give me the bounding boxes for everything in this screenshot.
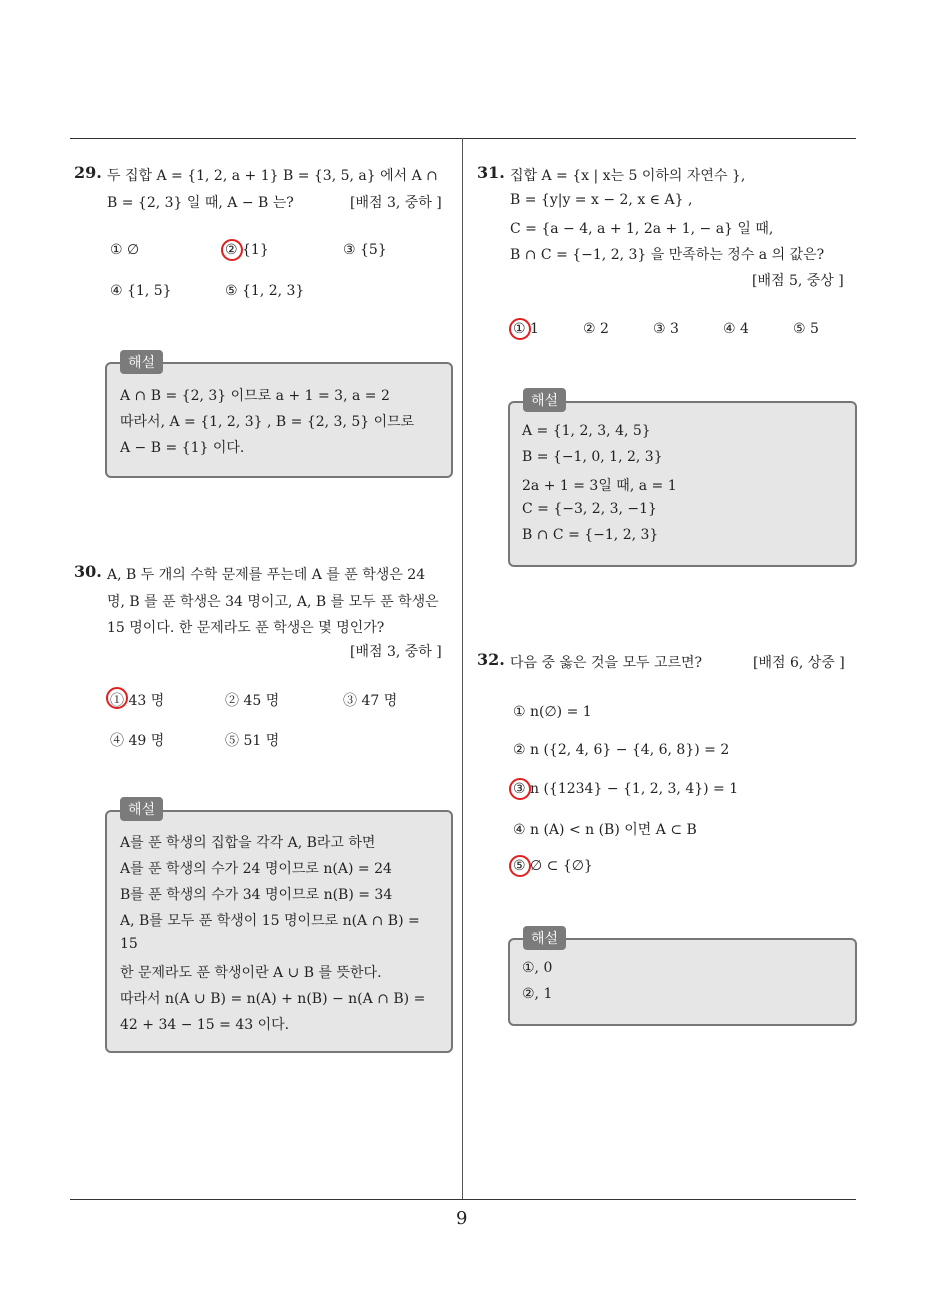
solution-tag: 해설 xyxy=(523,388,566,412)
choice-3[interactable]: ③ 47 명 xyxy=(343,693,398,709)
solution-tag: 해설 xyxy=(120,350,163,374)
question-text: B ∩ C = {−1, 2, 3} 을 만족하는 정수 a 의 값은? xyxy=(510,247,825,263)
solution-line: A ∩ B = {2, 3} 이므로 a + 1 = 3, a = 2 xyxy=(120,388,390,404)
choice-2[interactable]: ② 45 명 xyxy=(225,693,280,709)
solution-box xyxy=(508,938,857,1026)
question-number: 31. xyxy=(477,163,505,182)
solution-tag: 해설 xyxy=(523,926,566,950)
answer-mark-circle xyxy=(509,855,531,877)
choice-2[interactable]: ② 2 xyxy=(583,321,609,337)
solution-line: ①, 0 xyxy=(522,960,553,976)
solution-line: A = {1, 2, 3, 4, 5} xyxy=(522,423,651,439)
question-text: 15 명이다. 한 문제라도 푼 학생은 몇 명인가? xyxy=(107,620,385,636)
question-number: 30. xyxy=(74,562,102,581)
top-rule xyxy=(70,138,856,139)
choice-3[interactable]: ③ {5} xyxy=(343,242,387,258)
choice-1[interactable]: ① ∅ xyxy=(110,242,140,258)
score-label: [배점 5, 중상 ] xyxy=(752,273,844,289)
solution-line: A를 푼 학생의 집합을 각각 A, B라고 하면 xyxy=(120,835,376,851)
solution-line: 15 xyxy=(120,936,138,952)
solution-line: 따라서 n(A ∪ B) = n(A) + n(B) − n(A ∩ B) = xyxy=(120,991,426,1007)
solution-line: B를 푼 학생의 수가 34 명이므로 n(B) = 34 xyxy=(120,887,393,903)
question-text: B = {y|y = x − 2, x ∈ A} , xyxy=(510,192,693,208)
solution-line: C = {−3, 2, 3, −1} xyxy=(522,501,657,517)
solution-line: ②, 1 xyxy=(522,986,553,1002)
question-text: 명, B 를 푼 학생은 34 명이고, A, B 를 모두 푼 학생은 xyxy=(107,594,439,610)
score-label: [배점 3, 중하 ] xyxy=(350,195,442,211)
solution-line: A − B = {1} 이다. xyxy=(120,440,245,456)
choice-5[interactable]: ⑤ 5 xyxy=(793,321,819,337)
question-text: 두 집합 A = {1, 2, a + 1} B = {3, 5, a} 에서 A ∩ xyxy=(107,168,438,184)
choice-1[interactable]: ① 1 xyxy=(513,321,539,337)
choice-1[interactable]: ① 43 명 xyxy=(110,693,165,709)
question-text: 집합 A = {x | x는 5 이하의 자연수 }, xyxy=(510,168,746,184)
answer-mark-circle xyxy=(509,778,531,800)
column-divider xyxy=(462,138,463,1200)
solution-line: A, B를 모두 푼 학생이 15 명이므로 n(A ∩ B) = xyxy=(120,913,420,929)
answer-mark-circle xyxy=(106,687,128,709)
choice-4[interactable]: ④ {1, 5} xyxy=(110,283,172,299)
answer-mark-circle xyxy=(509,318,531,340)
score-label: [배점 3, 중하 ] xyxy=(350,644,442,660)
solution-line: 2a + 1 = 3일 때, a = 1 xyxy=(522,478,677,494)
choice-4[interactable]: ④ 49 명 xyxy=(110,733,165,749)
choice-1[interactable]: ① n(∅) = 1 xyxy=(513,704,592,720)
solution-line: 따라서, A = {1, 2, 3} , B = {2, 3, 5} 이므로 xyxy=(120,414,415,430)
choice-2[interactable]: ② {1} xyxy=(225,242,269,258)
score-label: [배점 6, 상중 ] xyxy=(753,655,845,671)
question-text: C = {a − 4, a + 1, 2a + 1, − a} 일 때, xyxy=(510,221,774,237)
question-text: A, B 두 개의 수학 문제를 푸는데 A 를 푼 학생은 24 xyxy=(107,567,426,583)
choice-4[interactable]: ④ 4 xyxy=(723,321,749,337)
choice-5[interactable]: ⑤ ∅ ⊂ {∅} xyxy=(513,858,593,874)
choice-3[interactable]: ③ 3 xyxy=(653,321,679,337)
question-number: 29. xyxy=(74,163,102,182)
bottom-rule xyxy=(70,1199,856,1200)
solution-line: B ∩ C = {−1, 2, 3} xyxy=(522,527,659,543)
solution-line: 42 + 34 − 15 = 43 이다. xyxy=(120,1017,290,1033)
choice-4[interactable]: ④ n (A) < n (B) 이면 A ⊂ B xyxy=(513,822,697,838)
solution-tag: 해설 xyxy=(120,797,163,821)
solution-line: 한 문제라도 푼 학생이란 A ∪ B 를 뜻한다. xyxy=(120,965,382,981)
question-number: 32. xyxy=(477,650,505,669)
choice-2[interactable]: ② n ({2, 4, 6} − {4, 6, 8}) = 2 xyxy=(513,742,730,758)
question-text: 다음 중 옳은 것을 모두 고르면? xyxy=(510,655,703,671)
page-number: 9 xyxy=(456,1208,468,1229)
choice-5[interactable]: ⑤ {1, 2, 3} xyxy=(225,283,305,299)
solution-line: A를 푼 학생의 수가 24 명이므로 n(A) = 24 xyxy=(120,861,392,877)
answer-mark-circle xyxy=(221,239,243,261)
choice-3[interactable]: ③ n ({1234} − {1, 2, 3, 4}) = 1 xyxy=(513,781,739,797)
question-text: B = {2, 3} 일 때, A − B 는? xyxy=(107,195,294,211)
choice-5[interactable]: ⑤ 51 명 xyxy=(225,733,280,749)
solution-line: B = {−1, 0, 1, 2, 3} xyxy=(522,449,663,465)
